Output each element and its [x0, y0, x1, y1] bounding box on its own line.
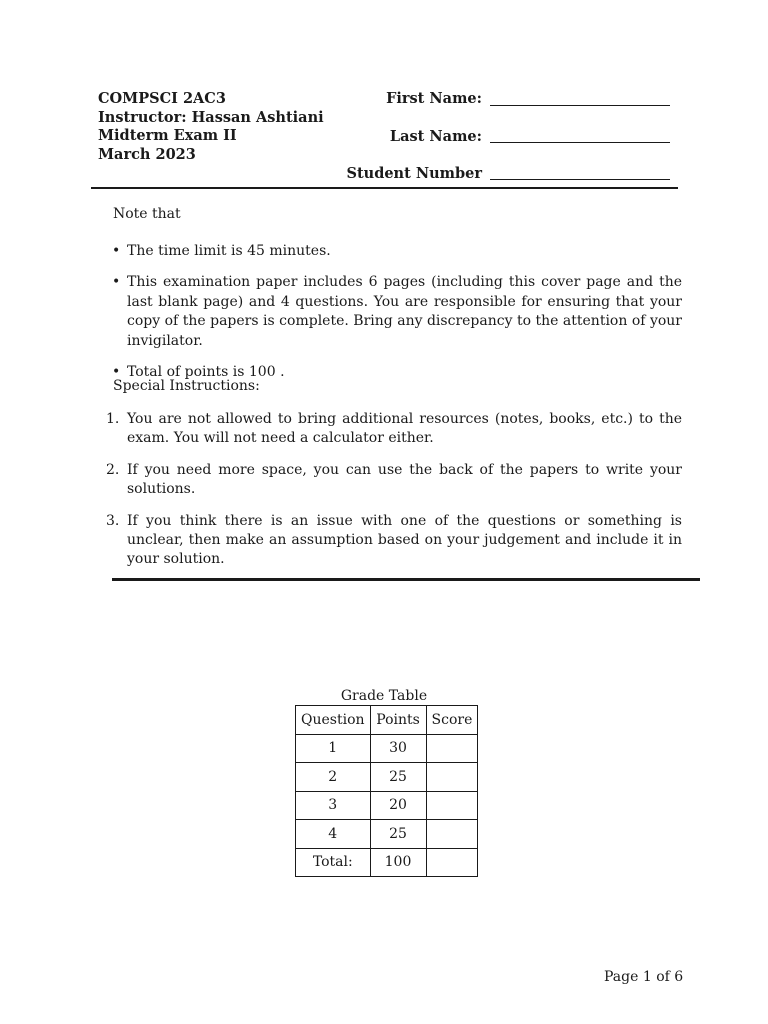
instructor-name: Instructor: Hassan Ashtiani — [98, 108, 324, 126]
course-code: COMPSCI 2AC3 — [98, 90, 226, 107]
exam-title: Midterm Exam II — [98, 127, 237, 145]
score-cell[interactable] — [426, 734, 478, 763]
grade-table — [295, 705, 478, 877]
column-header: Question — [296, 706, 371, 735]
table-header-row — [296, 706, 478, 735]
list-item: • Total of points is 100 . — [112, 363, 682, 382]
column-header: Score — [426, 706, 478, 735]
notes-title: Note that — [113, 206, 181, 222]
bullet-icon: • — [112, 364, 121, 381]
question-cell: 1 — [296, 734, 371, 763]
question-cell: 4 — [296, 820, 371, 849]
exam-header-info — [98, 90, 324, 164]
list-item: 1. You are not allowed to bring additional resources (notes, books, etc.) to the exam. You will not need a calculator either. — [106, 411, 682, 447]
table-row — [296, 820, 478, 849]
list-item: 2. If you need more space, you can use the back of the papers to write your solutions. — [106, 461, 682, 498]
score-cell[interactable] — [426, 791, 478, 820]
score-cell[interactable] — [426, 820, 478, 849]
table-row — [296, 763, 478, 792]
section-divider — [112, 578, 700, 581]
last-name-label: Last Name: — [389, 128, 482, 145]
notes-list — [112, 242, 682, 394]
total-label-cell: Total: — [296, 848, 371, 877]
points-cell: 30 — [370, 734, 426, 763]
question-cell: 3 — [296, 791, 371, 820]
exam-date: March 2023 — [98, 145, 196, 163]
list-item: 3. If you think there is an issue with one of the questions or something is unclear, then make an assumption based on your judgement and include it in your solution. — [106, 512, 682, 568]
points-cell: 20 — [370, 791, 426, 820]
table-row — [296, 848, 478, 877]
special-instructions-title: Special Instructions: — [113, 378, 260, 394]
first-name-label: First Name: — [386, 90, 482, 107]
points-cell: 25 — [370, 763, 426, 792]
list-item: • This examination paper includes 6 pages (including this cover page and the last blank page) and 4 questions. You are responsible for ensuring that your copy of the papers is complete. Bring any discrepancy to the attention of your invigilator. — [112, 274, 682, 349]
total-points-cell: 100 — [370, 848, 426, 877]
column-header: Points — [370, 706, 426, 735]
points-cell: 25 — [370, 820, 426, 849]
first-name-field[interactable] — [490, 105, 670, 106]
header-divider — [91, 187, 678, 189]
question-cell: 2 — [296, 763, 371, 792]
grade-table-caption: Grade Table — [340, 688, 428, 704]
special-instructions-list — [106, 410, 682, 582]
table-row — [296, 791, 478, 820]
student-number-field[interactable] — [490, 179, 670, 180]
page-number: Page 1 of 6 — [604, 969, 684, 985]
table-row — [296, 734, 478, 763]
total-score-cell[interactable] — [426, 848, 478, 877]
last-name-field[interactable] — [490, 142, 670, 143]
student-number-label: Student Number — [346, 165, 482, 182]
list-item: • The time limit is 45 minutes. — [112, 242, 682, 261]
bullet-icon: • — [112, 274, 121, 291]
score-cell[interactable] — [426, 763, 478, 792]
bullet-icon: • — [112, 243, 121, 259]
